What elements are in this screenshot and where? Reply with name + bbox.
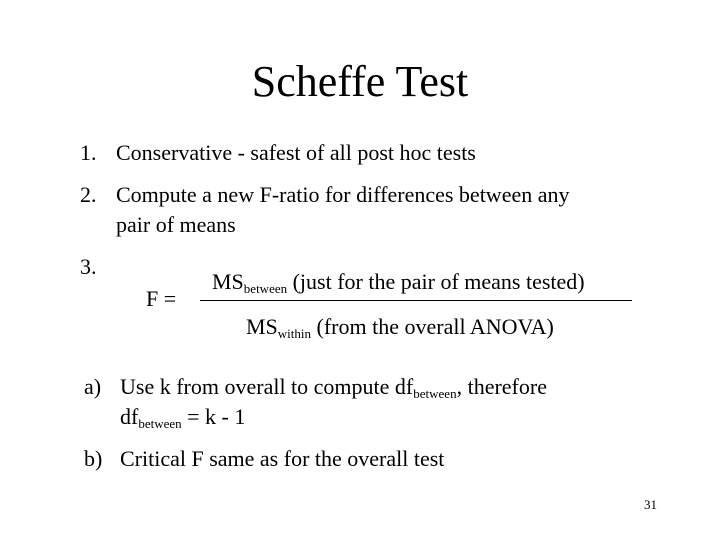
list-item-1-text: Conservative - safest of all post hoc tests <box>116 140 476 165</box>
list-item-2-text-line2: pair of means <box>116 212 236 237</box>
numerator-note: (just for the pair of means tested) <box>287 269 585 294</box>
list-item-3 <box>80 252 116 282</box>
list-item-3-number: 3. <box>80 254 97 279</box>
subitem-b-text: Critical F same as for the overall test <box>120 446 445 471</box>
formula-denominator <box>246 312 554 342</box>
numerator-subscript: between <box>243 281 288 296</box>
denominator-base: MS <box>246 314 278 339</box>
subitem-b-label: b) <box>84 446 103 471</box>
slide-number: 31 <box>644 497 657 512</box>
list-item-1-number: 1. <box>80 140 97 165</box>
subitem-a-line2-post: = k - 1 <box>181 404 246 429</box>
subitem-a-label: a) <box>84 374 102 399</box>
list-item-1 <box>80 138 476 168</box>
list-item-2-text-line1: Compute a new F-ratio for differences between any <box>116 182 570 207</box>
denominator-note: (from the overall ANOVA) <box>311 314 554 339</box>
subitem-a-line1-post: , therefore <box>456 374 547 399</box>
formula-lhs: F = <box>146 286 177 311</box>
formula-numerator <box>212 267 585 297</box>
subitem-b <box>84 444 444 474</box>
list-item-2 <box>80 180 569 210</box>
slide-title: Scheffe Test <box>251 57 469 106</box>
subitem-a <box>84 372 547 402</box>
subitem-a-line1-pre: Use k from overall to compute df <box>120 374 414 399</box>
subitem-a-line2-sub: between <box>138 416 182 431</box>
numerator-base: MS <box>212 269 244 294</box>
subitem-a-line2 <box>120 402 245 432</box>
denominator-subscript: within <box>277 326 312 341</box>
list-item-2-line2 <box>116 210 236 240</box>
fraction-bar <box>200 300 632 301</box>
subitem-a-line2-pre: df <box>120 404 139 429</box>
list-item-2-number: 2. <box>80 182 97 207</box>
subitem-a-line1-sub: between <box>413 386 457 401</box>
